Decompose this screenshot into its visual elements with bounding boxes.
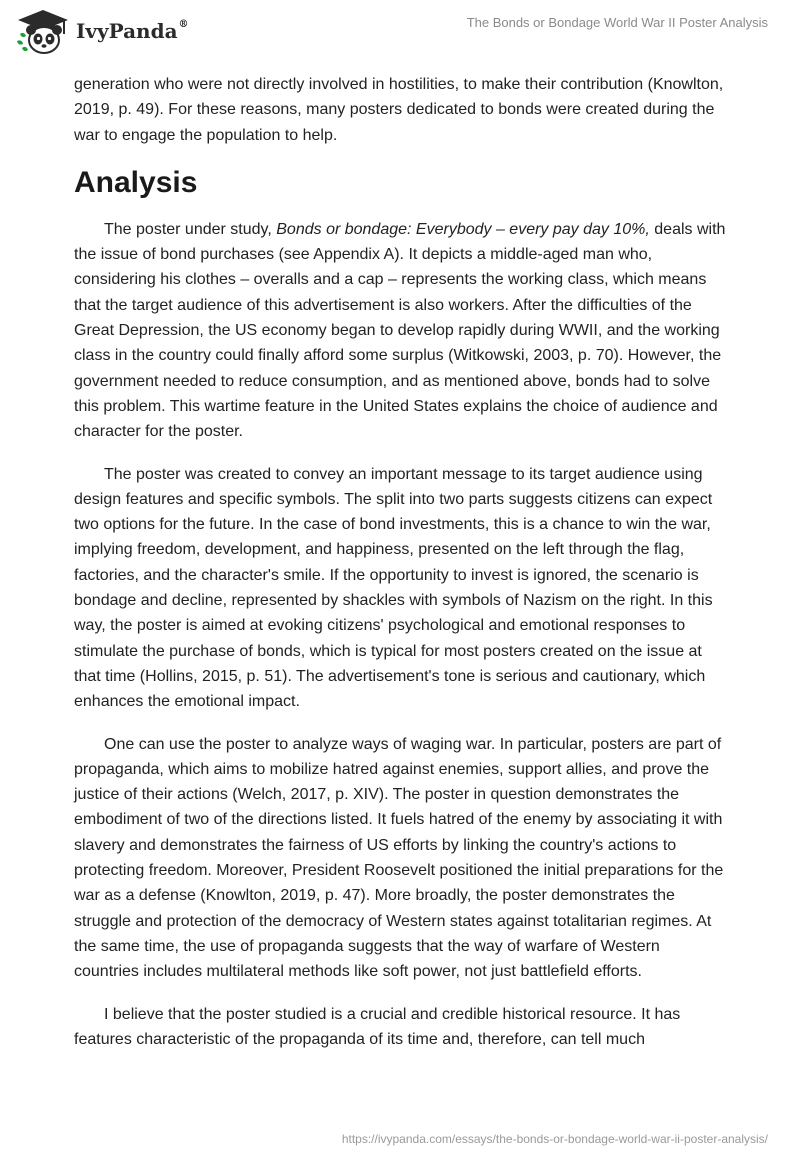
paragraph-text-start: The poster under study, (104, 220, 277, 238)
page-header (0, 0, 800, 68)
essay-body (74, 72, 726, 1069)
poster-title: Bonds or bondage: Everybody – every pay day 10%, (276, 220, 650, 238)
ivypanda-logo[interactable] (14, 8, 189, 56)
source-url[interactable]: https://ivypanda.com/essays/the-bonds-or-bondage-world-war-ii-poster-analysis/ (341, 1132, 768, 1146)
brand-name (76, 19, 189, 43)
document-title: The Bonds or Bondage World War II Poster Analysis (466, 15, 768, 30)
panda-logo-icon (14, 8, 72, 56)
section-heading: Analysis (74, 165, 198, 199)
paragraph-poster-under-study (74, 217, 726, 445)
paragraph-continuation: generation who were not directly involved in hostilities, to make their contribution (Knowlton, 2019, p. 49). For these reasons, many posters dedicated to bonds were created during the war to engage the population to help. (74, 76, 724, 144)
paragraph-historical-resource: I believe that the poster studied is a crucial and credible historical resource. It has features characteristic of the propaganda of its time and, therefore, can tell much (74, 1005, 681, 1048)
registered-mark: ® (178, 19, 189, 31)
brand-text: IvyPanda (76, 19, 178, 43)
paragraph-ways-of-war: One can use the poster to analyze ways of waging war. In particular, posters are part of propaganda, which aims to mobilize hatred against enemies, support allies, and prove the justice of their actions (Welch, 2017, p. XIV). The poster in question demonstrates the embodiment of two of the directions listed. It fuels hatred of the enemy by associating it with slavery and demonstrates the fairness of US efforts by linking the country's actions to protecting freedom. Moreover, President Roosevelt positioned the initial preparations for the war as a defense (Knowlton, 2019, p. 47). More broadly, the poster demonstrates the struggle and protection of the democracy of Western states against totalitarian regimes. At the same time, the use of propaganda suggests that the way of warfare of Western countries includes multilateral methods like soft power, not just battlefield efforts. (74, 735, 724, 981)
paragraph-text-end: deals with the issue of bond purchases (see Appendix A). It depicts a middle-aged man who, considering his clothes – overalls and a cap – represents the working class, which means that the target audience of this advertisement is also workers. After the difficulties of the Great Depression, the US economy began to develop rapidly during WWII, and the working class in the country could finally afford some surplus (Witkowski, 2003, p. 70). However, the government needed to reduce consumption, and as mentioned above, bonds had to solve this problem. This wartime feature in the United States explains the choice of audience and character for the poster. (74, 220, 726, 441)
paragraph-design-features: The poster was created to convey an important message to its target audience using design features and specific symbols. The split into two parts suggests citizens can expect two options for the future. In the case of bond investments, this is a chance to win the war, implying freedom, development, and happiness, presented on the left through the flag, factories, and the character's smile. If the opportunity to invest is ignored, the scenario is bondage and decline, represented by shackles with symbols of Nazism on the right. In this way, the poster is aimed at evoking citizens' psychological and emotional responses to stimulate the purchase of bonds, which is typical for most posters created on the issue at that time (Hollins, 2015, p. 51). The advertisement's tone is serious and cautionary, which enhances the emotional impact. (74, 465, 713, 711)
